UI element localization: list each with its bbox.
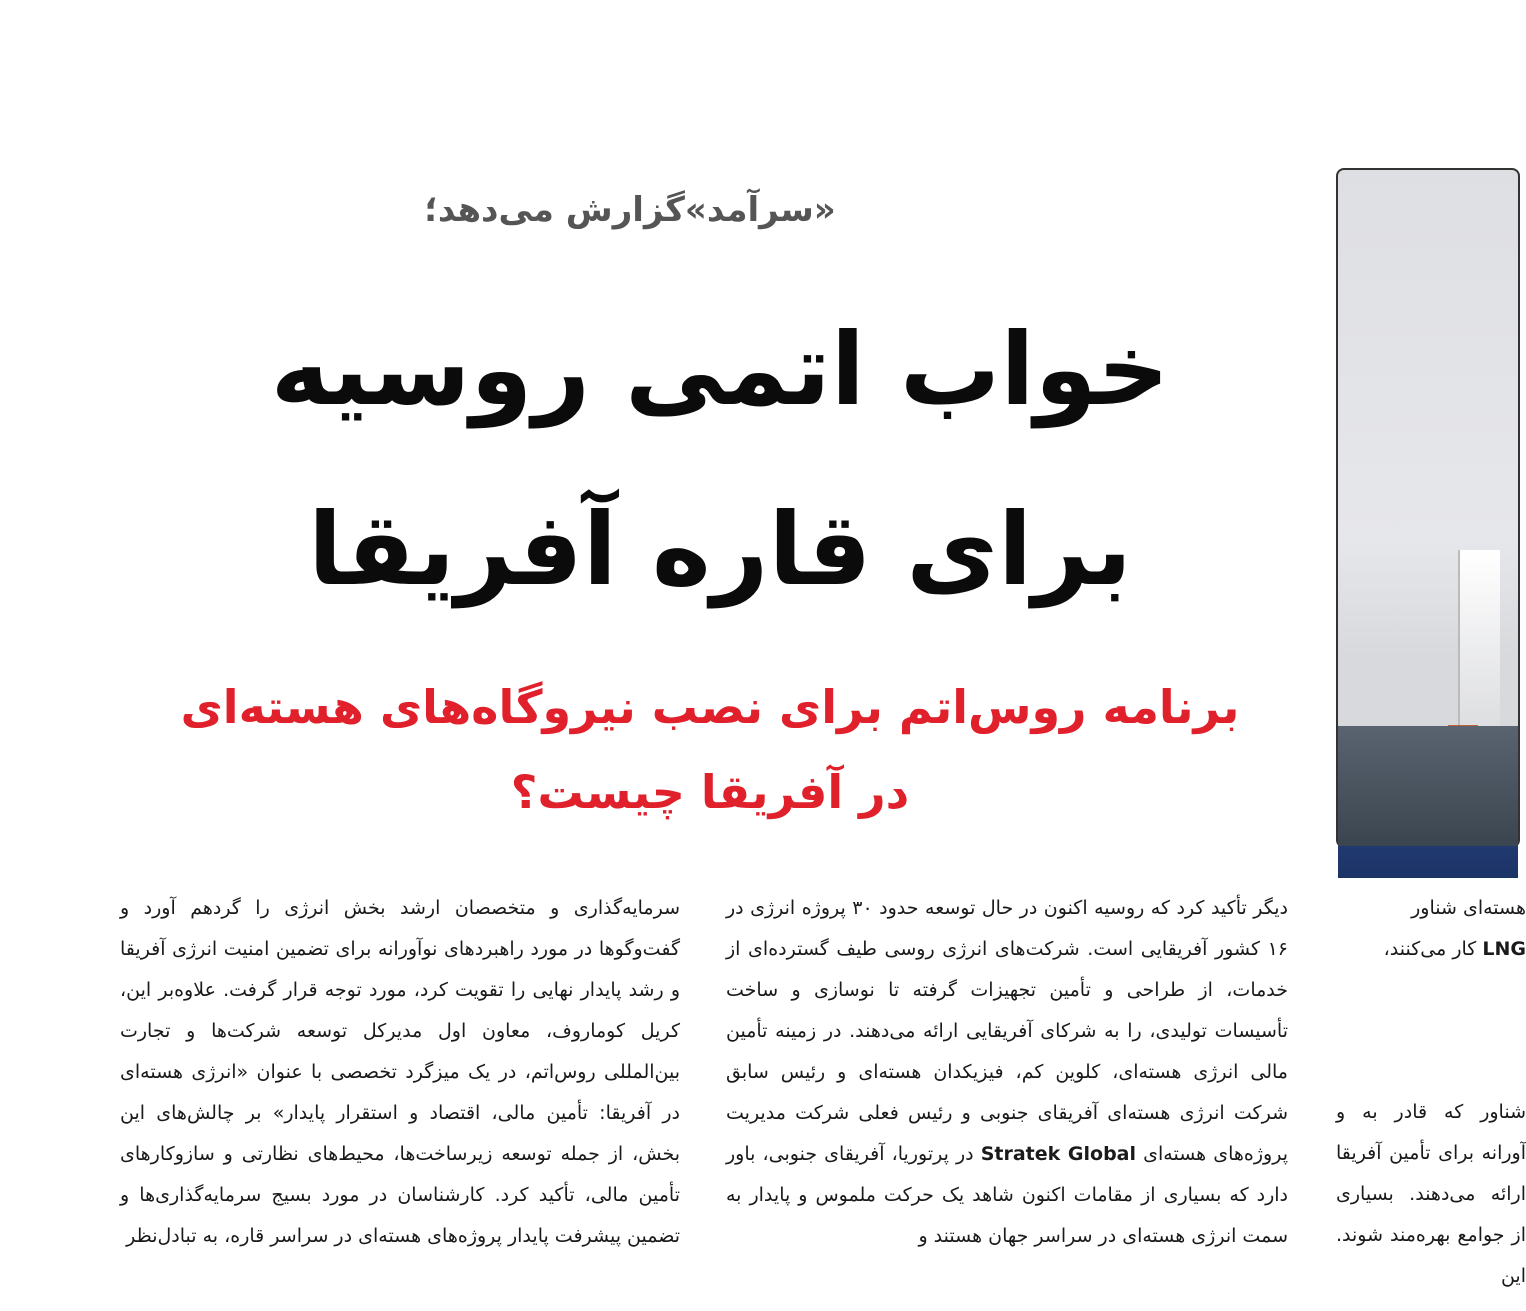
headline-line-2: برای قاره آفریقا <box>308 491 1132 608</box>
article-column-middle <box>726 888 1288 1257</box>
headline-line-1: خواب اتمی روسیه <box>270 311 1170 428</box>
subheadline-line-2: در آفریقا چیست؟ <box>510 765 910 819</box>
middle-text-1: دیگر تأکید کرد که روسیه اکنون در حال توسعه حدود ۳۰ پروژه انرژی در ۱۶ کشور آفریقایی است. شرکت‌های انرژی روسی طیف گسترده‌ای از خدمات، از طراحی و تأمین تجهیزات گرفته تا نوسازی و ساخت تأسیسات تولیدی، را به شرکای آفریقایی ارائه می‌دهند. در زمینه تأمین مالی انرژی هسته‌ای، کلوین کم، فیزیکدان هسته‌ای و رئیس سابق شرکت انرژی هسته‌ای آفریقای جنوبی و رئیس فعلی شرکت مدیریت پروژه‌های هسته‌ای <box>726 897 1289 1165</box>
subheadline-line-1: برنامه روس‌اتم برای نصب نیروگاه‌های هسته‌ای <box>180 680 1240 734</box>
article-column-right-bottom <box>1336 1092 1526 1297</box>
article-kicker: «سرآمد»گزارش می‌دهد؛ <box>424 190 836 230</box>
brand-lng: LNG <box>1482 938 1526 960</box>
paragraph <box>726 888 1288 1257</box>
paragraph: سرمایه‌گذاری و متخصصان ارشد بخش انرژی را گردهم آورد و گفت‌وگوها در مورد راهبردهای نوآورانه برای تضمین امنیت انرژی آفریقا و رشد پایدار نهایی را تقویت کرد، مورد توجه قرار گرفت. علاوه‌بر این، کریل کوماروف، معاون اول مدیرکل توسعه شرکت‌ها و تجارت بین‌المللی روس‌اتم، در یک میزگرد تخصصی با عنوان «انرژی هسته‌ای در آفریقا: تأمین مالی، اقتصاد و استقرار پایدار» بر چالش‌های این بخش، از جمله توسعه زیرساخت‌ها، محیط‌های نظارتی و سازوکارهای تأمین مالی، تأکید کرد. کارشناسان در مورد بسیج سرمایه‌گذاری‌ها و تضمین پیشرفت پایدار پروژه‌های هسته‌ای در سراسر قاره، به تبادل‌نظر <box>120 897 680 1247</box>
article-column-left <box>120 888 680 1257</box>
article-photo-ship <box>1336 168 1520 848</box>
right-text-1: هسته‌ای شناور <box>1411 897 1526 919</box>
middle-text-2: در پرتوریا، آفریقای جنوبی، باور دارد که بسیاری از مقامات اکنون شاهد یک حرکت ملموس و پایدار به سمت انرژی هسته‌ای در سراسر جهان هستند و <box>726 1143 1288 1247</box>
paragraph <box>1336 888 1526 970</box>
right-text-2: کار می‌کنند، <box>1383 938 1477 960</box>
paragraph: شناور که قادر به و آورانه برای تأمین آفریقا ارائه می‌دهند. بسیاری از جوامع بهره‌مند شوند. این <box>1336 1101 1526 1287</box>
article-column-right-top <box>1336 888 1526 970</box>
sea-water <box>1338 726 1518 846</box>
brand-stratek-global: Stratek Global <box>980 1143 1137 1165</box>
ship-superstructure <box>1458 550 1500 750</box>
